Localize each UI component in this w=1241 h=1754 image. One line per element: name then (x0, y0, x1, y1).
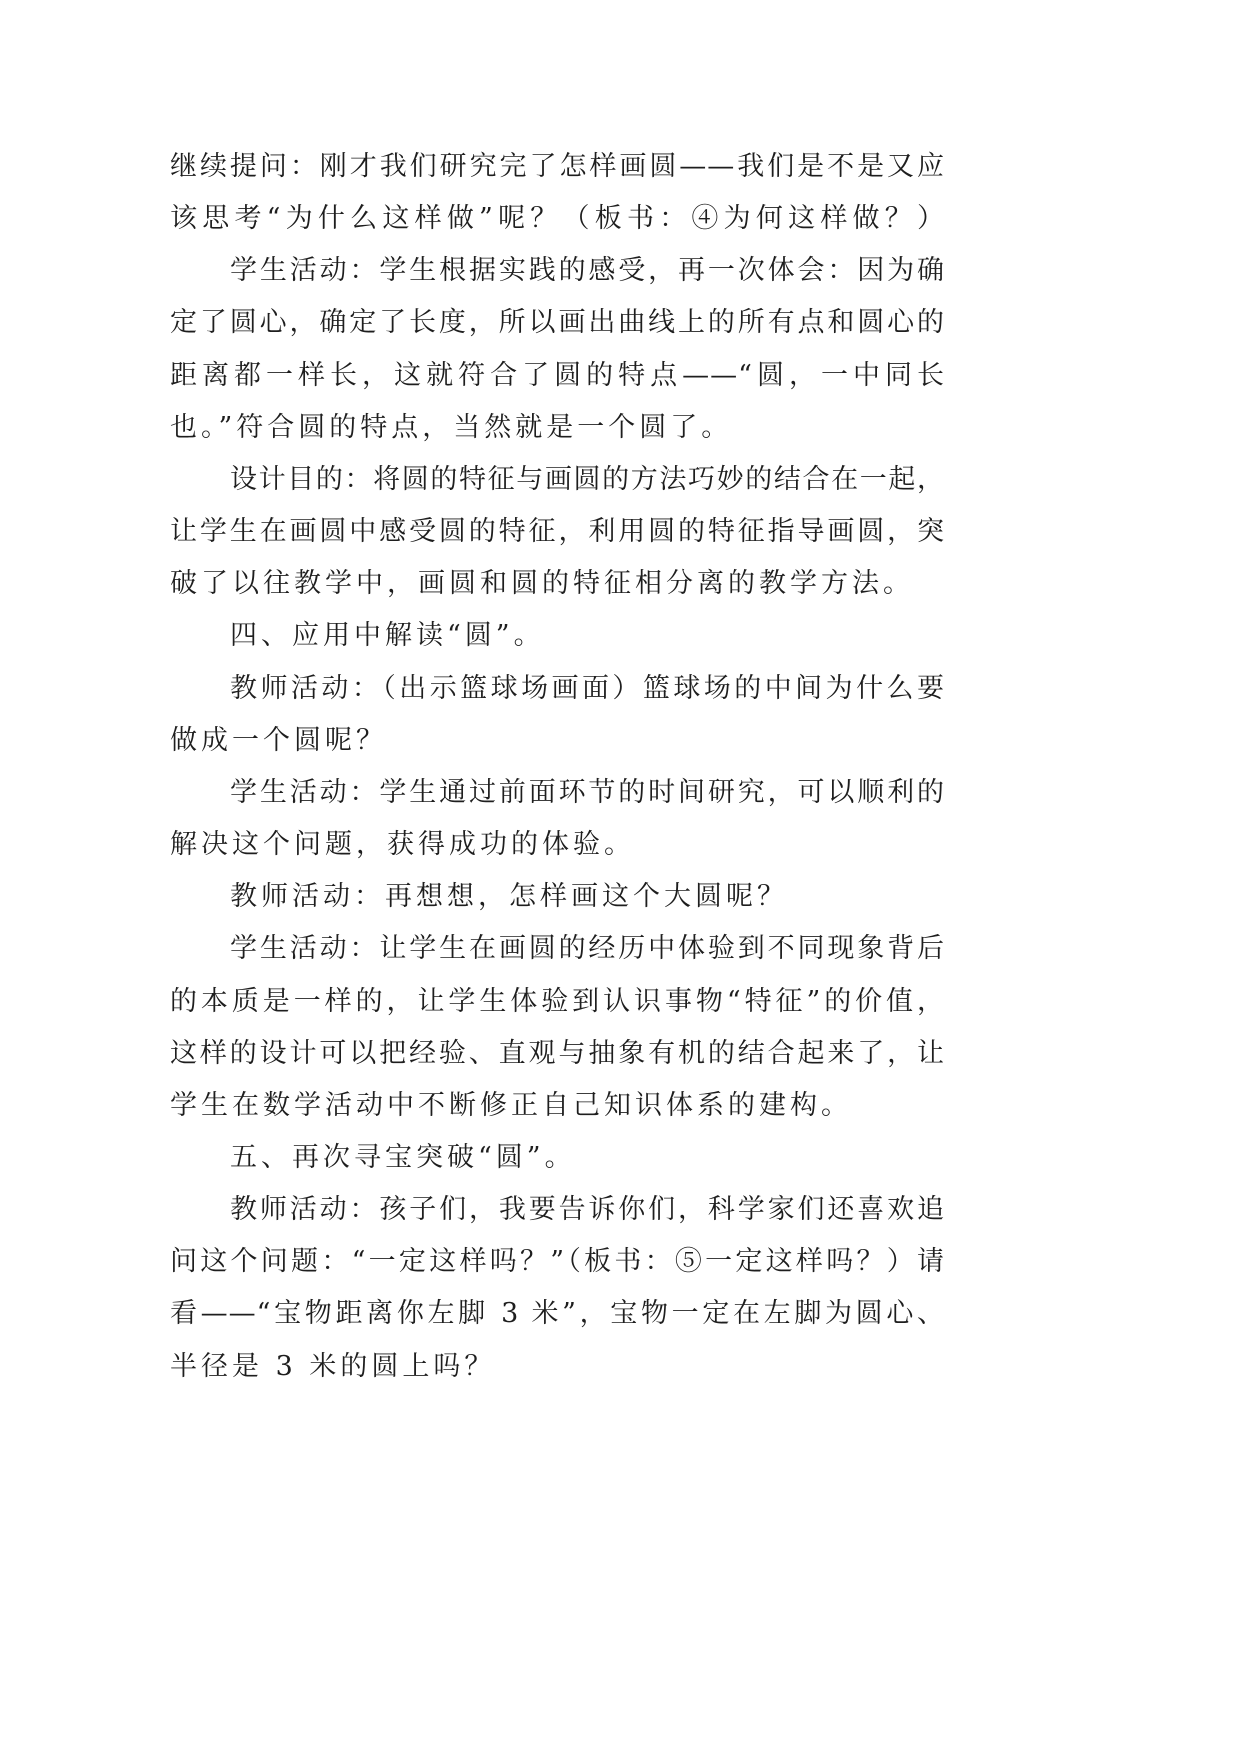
section-heading (170, 1132, 945, 1184)
text-line: 继续提问：刚才我们研究完了怎样画圆——我们是不是又应 (170, 151, 945, 182)
text-line: 四、应用中解读“圆”。 (230, 620, 545, 652)
paragraph (170, 1184, 945, 1393)
document-body (170, 141, 945, 1393)
text-line: 的本质是一样的，让学生体验到认识事物“特征”的价值， (170, 985, 945, 1017)
text-line: 学生活动：让学生在画圆的经历中体验到不同现象背后 (230, 933, 945, 965)
text-line: 学生活动：学生根据实践的感受，再一次体会：因为确 (230, 255, 945, 287)
text-line: 这样的设计可以把经验、直观与抽象有机的结合起来了，让 (170, 1037, 945, 1069)
text-line: 也。”符合圆的特点，当然就是一个圆了。 (170, 411, 733, 443)
section-heading (170, 610, 945, 662)
text-line: 该思考“为什么这样做”呢？（板书：④为何这样做？） (170, 203, 945, 235)
text-line: 五、再次寻宝突破“圆”。 (230, 1141, 576, 1173)
text-line: 解决这个问题，获得成功的体验。 (170, 829, 635, 861)
text-line: 破了以往教学中，画圆和圆的特征相分离的教学方法。 (170, 568, 914, 600)
paragraph (170, 767, 945, 871)
text-line: 做成一个圆呢？ (170, 724, 387, 756)
text-line: 半径是 3 米的圆上吗？ (170, 1350, 496, 1382)
paragraph (170, 871, 945, 923)
text-line: 教师活动：孩子们，我要告诉你们，科学家们还喜欢追 (230, 1194, 945, 1226)
text-line: 看——“宝物距离你左脚 3 米”，宝物一定在左脚为圆心、 (170, 1298, 945, 1330)
paragraph (170, 141, 945, 245)
text-line: 问这个问题：“一定这样吗？”（板书：⑤一定这样吗？）请 (170, 1246, 945, 1278)
text-line: 定了圆心，确定了长度，所以画出曲线上的所有点和圆心的 (170, 307, 945, 339)
text-line: 学生活动：学生通过前面环节的时间研究，可以顺利的 (230, 776, 945, 808)
text-line: 学生在数学活动中不断修正自己知识体系的建构。 (170, 1089, 852, 1121)
paragraph (170, 245, 945, 454)
paragraph (170, 454, 945, 610)
paragraph (170, 663, 945, 767)
text-line: 距离都一样长，这就符合了圆的特点——“圆，一中同长 (170, 359, 945, 391)
text-line: 设计目的：将圆的特征与画圆的方法巧妙的结合在一起， (230, 463, 945, 495)
paragraph (170, 923, 945, 1132)
text-line: 教师活动：再想想，怎样画这个大圆呢？ (230, 881, 788, 913)
text-line: 让学生在画圆中感受圆的特征，利用圆的特征指导画圆，突 (170, 516, 945, 548)
text-line: 教师活动：（出示篮球场画面）篮球场的中间为什么要 (230, 672, 945, 704)
